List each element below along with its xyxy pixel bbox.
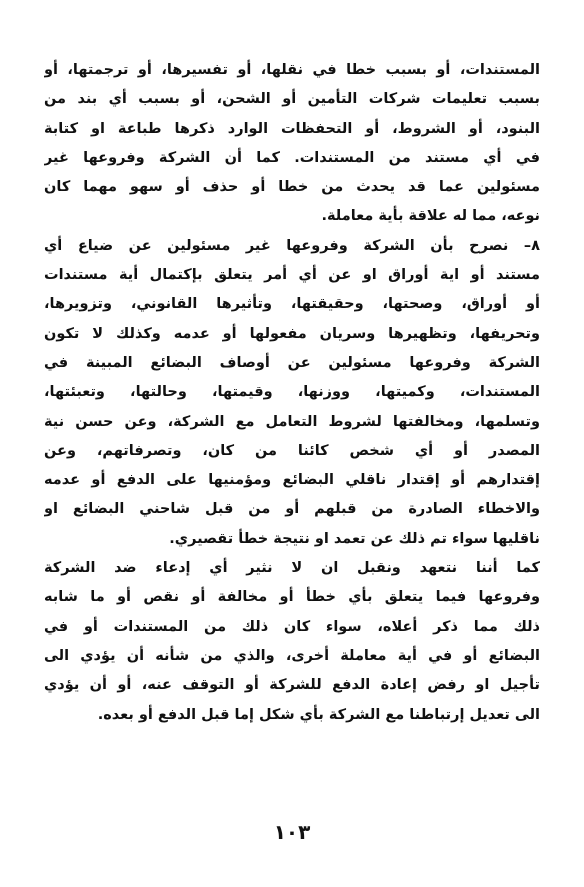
text-line: وفروعها فيما يتعلق بأي خطأ أو مخالفة أو نقص أو ما شابه (44, 589, 540, 606)
text-line: بسبب تعليمات شركات التأمين أو الشحن، أو بسبب أي بند من (44, 91, 540, 108)
text-line: الشركة وفروعها مسئولين عن أوصاف البضائع المبينة في (44, 354, 540, 371)
page-number: ١٠٣ (273, 820, 311, 844)
text-line: مسئولين عما قد يحدث من خطا أو حذف أو سهو مهما كان (44, 179, 540, 196)
text-line: تأجيل او رفض إعادة الدفع للشركة أو التوقف عنه، أو أن يؤدي (44, 677, 540, 694)
text-line: المستندات، وكميتها، ووزنها، وقيمتها، وحالتها، وتعبئتها، (44, 384, 540, 401)
text-line: نوعه، مما له علاقة بأية معاملة. (321, 208, 540, 225)
text-line: وتسلمها، ومخالفتها لشروط التعامل مع الشركة، وعن حسن نية (44, 413, 540, 430)
text-line: كما أننا نتعهد ونقبل ان لا نثير أي إدعاء ضد الشركة (44, 560, 540, 577)
text-line: البضائع أو في أية معاملة أخرى، والذي من شأنه أن يؤدي الى (44, 647, 540, 664)
text-line: المصدر أو أي شخص كائنا من كان، وتصرفاتهم، وعن (44, 442, 540, 459)
text-line: البنود، أو الشروط، أو التحفظات الوارد ذكرها طباعة او كتابة (44, 120, 540, 137)
text-line: أو أوراق، وصحتها، وحقيقتها، وتأثيرها القانوني، وتزويرها، (44, 296, 540, 313)
text-line: ٨– نصرح بأن الشركة وفروعها غير مسئولين عن ضياع أي (44, 237, 540, 254)
text-line: الى تعديل إرتباطنا مع الشركة بأي شكل إما قبل الدفع أو بعده. (97, 706, 540, 723)
text-line: وتحريفها، وتظهيرها وسريان مفعولها أو عدمه وكذلك لا تكون (44, 325, 540, 342)
text-line: والاخطاء الصادرة من قبلهم أو من قبل شاحني البضائع او (44, 501, 540, 518)
text-line: ناقليها سواء تم ذلك عن تعمد او نتيجة خطأ تقصيري. (169, 530, 540, 547)
text-line: ذلك مما ذكر أعلاه، سواء كان ذلك من المستندات أو في (44, 618, 540, 635)
body-text (44, 56, 540, 730)
text-line: في أي مستند من المستندات. كما أن الشركة وفروعها غير (44, 149, 540, 166)
text-line: مستند أو اية أوراق او عن أي أمر يتعلق بإكتمال أية مستندات (44, 267, 540, 284)
text-line: إقتدارهم أو إقتدار ناقلي البضائع ومؤمنيها على الدفع أو عدمه (44, 472, 540, 489)
text-line: المستندات، أو بسبب خطا في نقلها، أو تفسيرها، أو ترجمتها، أو (44, 62, 540, 78)
